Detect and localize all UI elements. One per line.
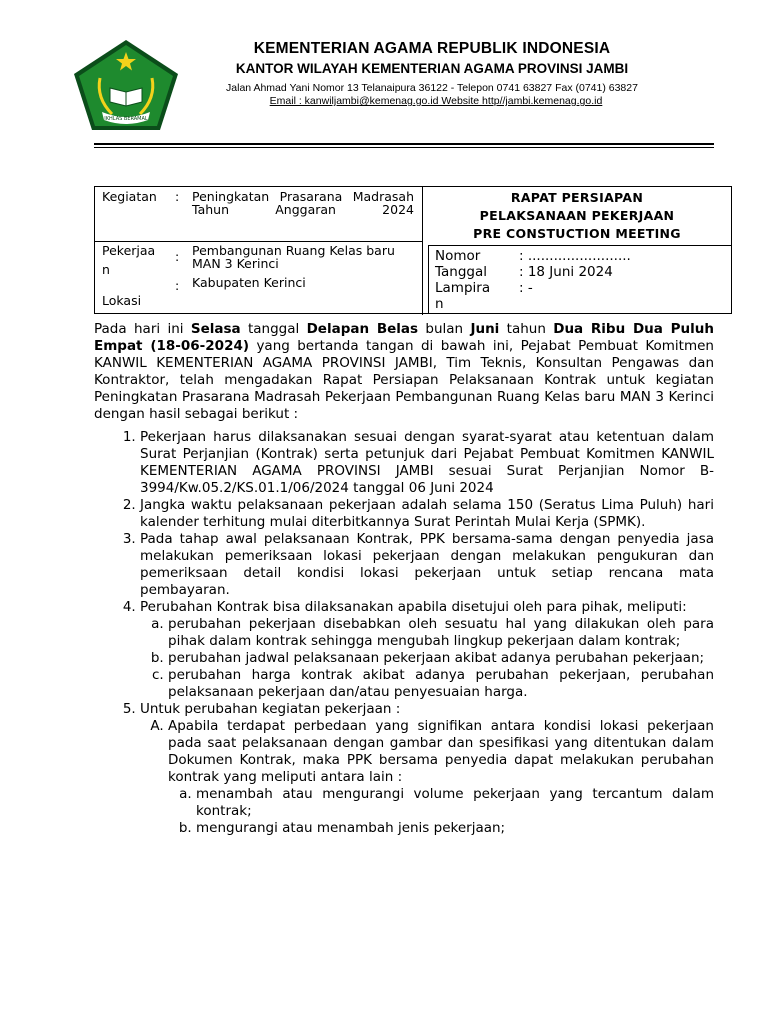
lampiran-label: Lampira bbox=[435, 280, 491, 296]
lokasi-label: Lokasi bbox=[102, 293, 142, 308]
letterhead-rule-thin bbox=[94, 147, 714, 148]
sub-sub-list-item: a. menambah atau mengurangi volume pekerjaan yang tercantum dalam kontrak; bbox=[196, 786, 714, 820]
meeting-title-line-1: RAPAT PERSIAPAN bbox=[510, 190, 644, 205]
lokasi-value: Kabupaten Kerinci bbox=[192, 275, 306, 290]
letterhead bbox=[182, 40, 682, 107]
meeting-year-words: Dua Ribu Dua Puluh Empat (18-06-2024) bbox=[94, 321, 714, 354]
sub-list-item: b. perubahan jadwal pelaksanaan pekerjaan akibat adanya perubahan pekerjaan; bbox=[168, 650, 714, 667]
sub-list-item: A. Apabila terdapat perbedaan yang signifikan antara kondisi lokasi pekerjaan pada saat pelaksanaan dengan gambar dan spesifikasi yang ditentukan dalam Dokumen Kontrak, maka PPK bersama penyedia dapat melakukan perubahan kontrak yang meliputi antara lain : a. menambah atau mengurangi volume pekerjaan yang tercantum dalam kontrak; b. mengurangi atau menambah jenis pekerjaan; bbox=[168, 718, 714, 837]
office-name: KANTOR WILAYAH KEMENTERIAN AGAMA PROVINSI JAMBI bbox=[235, 61, 629, 76]
document-meta-box bbox=[428, 245, 732, 314]
pekerjaan-colon: : bbox=[175, 249, 180, 264]
meeting-info-box bbox=[94, 186, 732, 314]
nomor-value: : ........................ bbox=[519, 248, 631, 264]
list-item: 1. Pekerjaan harus dilaksanakan sesuai dengan syarat-syarat atau ketentuan dalam Surat Perjanjian (Kontrak) serta petunjuk dari Pejabat Pembuat Komitmen KANWIL KEMENTERIAN AGAMA PROVINSI JAMBI sesuai Surat Perjanjian Nomor B-3994/Kw.05.2/KS.01.1/06/2024 tanggal 06 Juni 2024 bbox=[140, 429, 714, 497]
office-contact-link[interactable]: Email : kanwiljambi@kemenag.go.id Website http//jambi.kemenag.go.id bbox=[269, 95, 603, 107]
office-address: Jalan Ahmad Yani Nomor 13 Telanaipura 36122 - Telepon 0741 63827 Fax (0741) 63827 bbox=[226, 82, 638, 94]
lampiran-label-wrap: n bbox=[435, 296, 444, 312]
meeting-title-line-3: PRE CONSTUCTION MEETING bbox=[473, 226, 681, 241]
tanggal-label: Tanggal bbox=[435, 264, 488, 280]
logo-motto: IKHLAS BERAMAL bbox=[104, 116, 148, 122]
sub-list bbox=[140, 718, 714, 837]
letterhead-rule-thick bbox=[94, 143, 714, 145]
sub-sub-list-item: b. mengurangi atau menambah jenis pekerjaan; bbox=[196, 820, 714, 837]
result-list bbox=[94, 429, 714, 837]
meeting-date-words: Delapan Belas bbox=[306, 321, 419, 337]
list-item: 2. Jangka waktu pelaksanaan pekerjaan adalah selama 150 (Seratus Lima Puluh) hari kalender terhitung mulai diterbitkannya Surat Perintah Mulai Kerja (SPMK). bbox=[140, 497, 714, 531]
list-item: 3. Pada tahap awal pelaksanaan Kontrak, PPK bersama-sama dengan penyedia jasa melakukan pemeriksaan lokasi pekerjaan dengan melakukan pengukuran dan pemeriksaan detail kondisi lokasi pekerjaan untuk setiap rencana mata pembayaran. bbox=[140, 531, 714, 599]
sub-list-item: c. perubahan harga kontrak akibat adanya perubahan pekerjaan, perubahan pelaksanaan pekerjaan dan/atau penyesuaian harga. bbox=[168, 667, 714, 701]
kegiatan-colon: : bbox=[175, 189, 180, 204]
document-body bbox=[94, 321, 714, 837]
intro-paragraph: Pada hari ini Selasa tanggal Delapan Belas bulan Juni tahun Dua Ribu Dua Puluh Empat (18-06-2024) yang bertanda tangan di bawah ini, Pejabat Pembuat Komitmen KANWIL KEMENTERIAN AGAMA PROVINSI JAMBI, Tim Teknis, Konsultan Pengawas dan Kontraktor, telah mengadakan Rapat Persiapan Pelaksanaan Kontrak untuk kegiatan Peningkatan Prasarana Madrasah Pekerjaan Pembangunan Ruang Kelas baru MAN 3 Kerinci dengan hasil sebagai berikut : bbox=[94, 321, 714, 422]
lokasi-colon: : bbox=[175, 278, 180, 293]
pekerjaan-label: Pekerjaa bbox=[102, 243, 156, 258]
info-divider-horizontal bbox=[95, 241, 422, 242]
pekerjaan-value: Pembangunan Ruang Kelas baru MAN 3 Kerinci bbox=[192, 243, 395, 271]
sub-list-item: a. perubahan pekerjaan disebabkan oleh sesuatu hal yang dilakukan oleh para pihak dalam kontrak sehingga mengubah lingkup pekerjaan dalam kontrak; bbox=[168, 616, 714, 650]
meeting-title bbox=[423, 189, 731, 243]
kegiatan-value: Peningkatan Prasarana Madrasah Tahun Anggaran 2024 bbox=[192, 189, 414, 217]
meeting-month: Juni bbox=[470, 321, 500, 337]
kegiatan-label: Kegiatan bbox=[102, 189, 157, 204]
meeting-day: Selasa bbox=[190, 321, 241, 337]
kemenag-logo bbox=[72, 38, 180, 132]
tanggal-value: : 18 Juni 2024 bbox=[519, 264, 613, 280]
meeting-title-line-2: PELAKSANAAN PEKERJAAN bbox=[479, 208, 675, 223]
list-item: 5. Untuk perubahan kegiatan pekerjaan : A. Apabila terdapat perbedaan yang signifikan antara kondisi lokasi pekerjaan pada saat pelaksanaan dengan gambar dan spesifikasi yang ditentukan dalam Dokumen Kontrak, maka PPK bersama penyedia dapat melakukan perubahan kontrak yang meliputi antara lain : a. menambah atau mengurangi volume pekerjaan yang tercantum dalam kontrak; b. mengurangi atau menambah jenis pekerjaan; bbox=[140, 701, 714, 837]
lampiran-value: : - bbox=[519, 280, 533, 296]
nomor-label: Nomor bbox=[435, 248, 481, 264]
sub-list bbox=[140, 616, 714, 701]
pekerjaan-label-wrap: n bbox=[102, 262, 110, 277]
list-item: 4. Perubahan Kontrak bisa dilaksanakan apabila disetujui oleh para pihak, meliputi: a. perubahan pekerjaan disebabkan oleh sesuatu hal yang dilakukan oleh para pihak dalam kontrak sehingga mengubah lingkup pekerjaan dalam kontrak; b. perubahan jadwal pelaksanaan pekerjaan akibat adanya perubahan pekerjaan; c. perubahan harga kontrak akibat adanya perubahan pekerjaan, perubahan pelaksanaan pekerjaan dan/atau penyesuaian harga. bbox=[140, 599, 714, 701]
sub-sub-list bbox=[168, 786, 714, 837]
ministry-name: KEMENTERIAN AGAMA REPUBLIK INDONESIA bbox=[253, 40, 611, 57]
